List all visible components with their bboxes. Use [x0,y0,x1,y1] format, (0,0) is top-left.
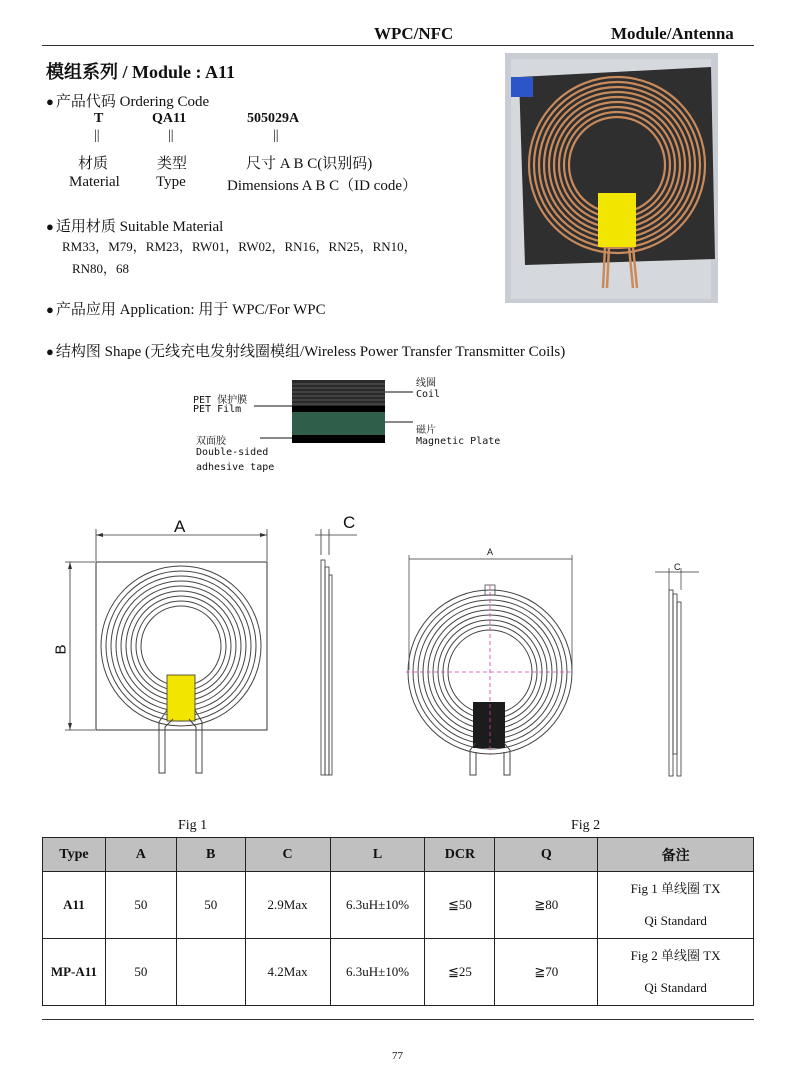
label-plate-en: Magnetic Plate [416,436,501,447]
cell-l: 6.3uH±10% [330,872,425,939]
page-title: 模组系列 / Module : A11 [46,62,236,82]
table-header-row [43,838,754,872]
fig1-dim-a: A [174,517,186,536]
cell-q: ≧80 [495,872,598,939]
code-sep-2: || [168,128,174,143]
fig1-dim-c: C [343,513,356,532]
cell-type: MP-A11 [43,939,106,1006]
application-heading: ● 产品应用 Application: 用于 WPC/For WPC [46,298,326,319]
col-c: C [245,838,330,872]
label-tape-cn: 双面胶 [196,436,226,447]
fig2-side-view [655,560,700,780]
cell-dcr: ≦50 [425,872,495,939]
fig1-top-view [52,515,280,780]
col-q: Q [495,838,598,872]
col-dcr: DCR [425,838,495,872]
yellow-tape [598,193,636,247]
cell-note [598,939,754,1006]
cell-a: 50 [105,939,176,1006]
fig1-dim-b: B [52,644,70,655]
label-dimensions-cn: 尺寸 A B C(识别码) [246,156,373,172]
cell-c: 4.2Max [245,939,330,1006]
ordering-heading: ● 产品代码 Ordering Code [46,90,209,111]
col-note: 备注 [598,838,754,872]
label-coil-en: Coil [416,389,441,400]
code-material: T [94,111,104,126]
cell-a: 50 [105,872,176,939]
cell-note [598,872,754,939]
fig2-caption: Fig 2 [571,818,601,833]
label-material-cn: 材质 [78,156,109,172]
material-list-2: RN80，68 [72,261,130,276]
label-tape-en-1: Double-sided [196,447,269,458]
label-coil-cn: 线圈 [416,378,436,389]
product-photo [505,53,718,303]
fig1-side-view [305,515,365,780]
label-tape-en-2: adhesive tape [196,462,275,473]
note-line-1: Fig 2 单线圈 TX [630,948,721,963]
cell-l: 6.3uH±10% [330,939,425,1006]
cell-c: 2.9Max [245,872,330,939]
label-pet-cn: PET 保护膜 [193,395,248,406]
cell-b [176,939,245,1006]
label-pet-en: PET Film [193,404,242,415]
code-dimensions: 505029A [247,111,300,126]
shape-heading: ● 结构图 Shape (无线充电发射线圈模组/Wireless Power Transfer Transmitter Coils) [46,340,565,361]
table-row [43,872,754,939]
blue-tab [511,77,533,97]
cell-type: A11 [43,872,106,939]
fig2-top-view [400,545,585,780]
col-b: B [176,838,245,872]
table-row [43,939,754,1006]
fig1-caption: Fig 1 [178,818,208,833]
footer-rule [42,1019,754,1020]
label-material-en: Material [69,174,120,190]
spec-table [42,837,754,1006]
cell-q: ≧70 [495,939,598,1006]
label-type-en: Type [156,174,186,190]
note-line-2: Qi Standard [644,913,707,928]
label-plate-cn: 磁片 [416,425,436,436]
note-line-2: Qi Standard [644,980,707,995]
label-dimensions-en: Dimensions A B C（ID code） [227,178,417,194]
header-rule [42,45,754,46]
code-type: QA11 [152,111,187,126]
fig2-dim-a: A [487,547,494,557]
page-number: 77 [392,1050,403,1062]
fig2-dim-c: C [674,562,681,572]
cell-dcr: ≦25 [425,939,495,1006]
header-left: WPC/NFC [374,24,454,43]
cell-b: 50 [176,872,245,939]
code-sep-3: || [273,128,279,143]
note-line-1: Fig 1 单线圈 TX [630,881,721,896]
material-list-1: RM33，M79，RM23，RW01，RW02，RN16，RN25，RN10， [62,239,417,254]
label-type-cn: 类型 [157,156,188,172]
col-l: L [330,838,425,872]
code-sep-1: || [94,128,100,143]
material-heading: ● 适用材质 Suitable Material [46,215,223,236]
col-type: Type [43,838,106,872]
col-a: A [105,838,176,872]
header-right: Module/Antenna [611,24,734,43]
